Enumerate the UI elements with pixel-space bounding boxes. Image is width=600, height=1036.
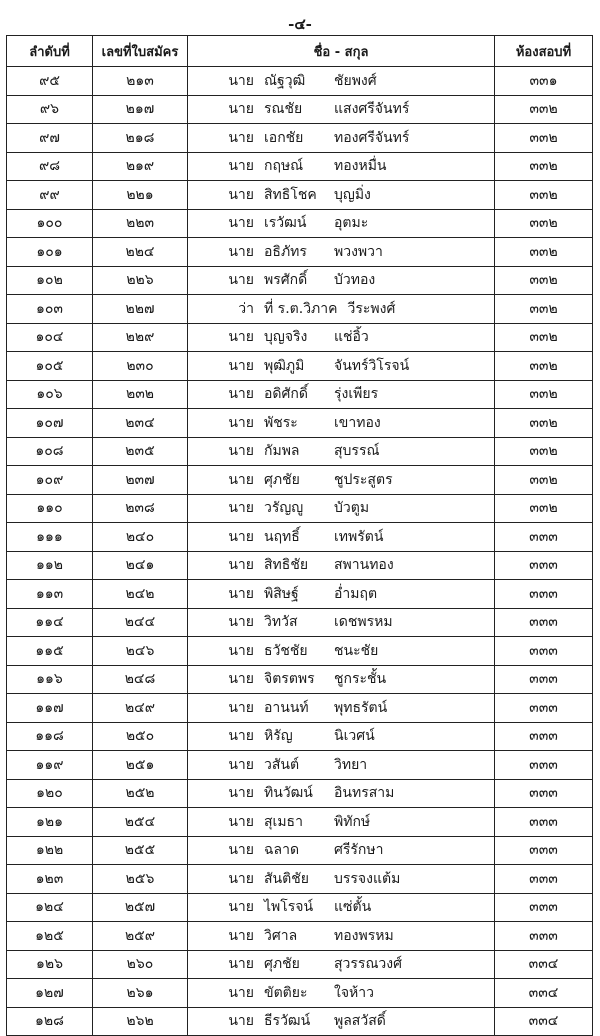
- table-row: [7, 865, 593, 894]
- name-title: นาย: [228, 1013, 254, 1030]
- cell-application-number: ๒๓๗: [93, 466, 188, 495]
- cell-full-name: [188, 523, 495, 552]
- cell-application-number: ๒๕๔: [93, 808, 188, 837]
- cell-seq: ๙๙: [7, 181, 93, 210]
- last-name: รุ่งเพียร: [334, 386, 379, 403]
- table-row: [7, 409, 593, 438]
- table-row: [7, 437, 593, 466]
- cell-full-name: [188, 67, 495, 96]
- name-title: นาย: [228, 272, 254, 289]
- cell-application-number: ๒๑๙: [93, 152, 188, 181]
- cell-seq: ๑๐๑: [7, 238, 93, 267]
- first-name: อานนท์: [264, 699, 309, 716]
- cell-application-number: ๒๒๓: [93, 209, 188, 238]
- cell-exam-room: ๓๓๒: [495, 152, 593, 181]
- cell-exam-room: ๓๓๒: [495, 380, 593, 409]
- cell-seq: ๑๑๐: [7, 494, 93, 523]
- cell-application-number: ๒๒๖: [93, 266, 188, 295]
- cell-exam-room: ๓๓๔: [495, 1007, 593, 1036]
- first-name: พัชระ: [264, 414, 298, 431]
- last-name: ชัยพงศ์: [334, 72, 377, 89]
- cell-full-name: [188, 950, 495, 979]
- first-name: สันติชัย: [264, 870, 309, 887]
- name-title: นาย: [228, 528, 254, 545]
- cell-application-number: ๒๕๒: [93, 779, 188, 808]
- first-name: วรัญญู: [264, 500, 304, 517]
- name-title: นาย: [228, 899, 254, 916]
- first-name: ทินวัฒน์: [264, 785, 313, 802]
- cell-full-name: [188, 494, 495, 523]
- last-name: จันทร์วิโรจน์: [334, 357, 410, 374]
- cell-application-number: ๒๕๕: [93, 836, 188, 865]
- first-name: พรศักดิ์: [264, 272, 308, 289]
- cell-full-name: [188, 893, 495, 922]
- cell-application-number: ๒๒๗: [93, 295, 188, 324]
- name-title: นาย: [228, 557, 254, 574]
- cell-application-number: ๒๓๘: [93, 494, 188, 523]
- cell-exam-room: ๓๓๒: [495, 494, 593, 523]
- table-row: [7, 523, 593, 552]
- cell-exam-room: ๓๓๒: [495, 238, 593, 267]
- page-number: -๔-: [288, 15, 312, 33]
- cell-full-name: [188, 181, 495, 210]
- last-name: แสงศรีจันทร์: [334, 101, 410, 118]
- cell-full-name: [188, 124, 495, 153]
- cell-seq: ๑๒๘: [7, 1007, 93, 1036]
- last-name: อ่ำมฤต: [334, 585, 378, 602]
- cell-exam-room: ๓๓๓: [495, 551, 593, 580]
- last-name: ทองศรีจันทร์: [334, 129, 410, 146]
- name-title: นาย: [228, 842, 254, 859]
- name-title: นาย: [228, 414, 254, 431]
- table-row: [7, 181, 593, 210]
- last-name: แช่อิ้ว: [334, 329, 369, 346]
- cell-exam-room: ๓๓๑: [495, 67, 593, 96]
- header-seq: ลำดับที่: [7, 36, 93, 67]
- cell-seq: ๑๐๐: [7, 209, 93, 238]
- cell-exam-room: ๓๓๒: [495, 295, 593, 324]
- cell-exam-room: ๓๓๓: [495, 751, 593, 780]
- cell-application-number: ๒๓๔: [93, 409, 188, 438]
- cell-full-name: [188, 551, 495, 580]
- cell-full-name: [188, 352, 495, 381]
- cell-application-number: ๒๕๖: [93, 865, 188, 894]
- last-name: วิทยา: [334, 756, 368, 773]
- first-name: ธวัชชัย: [264, 642, 308, 659]
- cell-exam-room: ๓๓๒: [495, 209, 593, 238]
- name-title: นาย: [228, 927, 254, 944]
- cell-application-number: ๒๖๑: [93, 979, 188, 1008]
- cell-full-name: [188, 979, 495, 1008]
- cell-exam-room: ๓๓๓: [495, 523, 593, 552]
- cell-seq: ๑๒๖: [7, 950, 93, 979]
- first-name: พุฒิภูมิ: [264, 357, 305, 374]
- cell-exam-room: ๓๓๒: [495, 124, 593, 153]
- table-row: [7, 352, 593, 381]
- table-row: [7, 1007, 593, 1036]
- cell-seq: ๑๐๓: [7, 295, 93, 324]
- cell-application-number: ๒๒๑: [93, 181, 188, 210]
- cell-seq: ๑๒๗: [7, 979, 93, 1008]
- name-title: นาย: [228, 471, 254, 488]
- cell-exam-room: ๓๓๓: [495, 865, 593, 894]
- table-row: [7, 380, 593, 409]
- cell-full-name: [188, 95, 495, 124]
- table-row: [7, 665, 593, 694]
- name-title: นาย: [228, 671, 254, 688]
- name-title: นาย: [228, 329, 254, 346]
- first-name: จิตรตพร: [264, 671, 315, 688]
- first-name: เอกชัย: [264, 129, 304, 146]
- cell-seq: ๑๑๑: [7, 523, 93, 552]
- table-row: [7, 494, 593, 523]
- table-row: [7, 722, 593, 751]
- last-name: พุทธรัตน์: [334, 699, 388, 716]
- table-row: [7, 295, 593, 324]
- cell-application-number: ๒๖๐: [93, 950, 188, 979]
- cell-full-name: [188, 380, 495, 409]
- last-name: สุบรรณ์: [334, 443, 380, 460]
- cell-application-number: ๒๓๐: [93, 352, 188, 381]
- table-body: [7, 67, 593, 1036]
- name-title: นาย: [228, 386, 254, 403]
- name-title: นาย: [228, 956, 254, 973]
- cell-seq: ๑๐๗: [7, 409, 93, 438]
- cell-seq: ๑๐๙: [7, 466, 93, 495]
- cell-exam-room: ๓๓๓: [495, 637, 593, 666]
- table-row: [7, 950, 593, 979]
- name-title: นาย: [228, 243, 254, 260]
- last-name: อุตมะ: [334, 215, 369, 232]
- cell-application-number: ๒๔๔: [93, 608, 188, 637]
- last-name: ชูประสูตร: [334, 471, 393, 488]
- last-name: สพานทอง: [334, 557, 394, 574]
- cell-seq: ๑๐๕: [7, 352, 93, 381]
- last-name: เทพรัตน์: [334, 528, 384, 545]
- cell-full-name: [188, 437, 495, 466]
- table-row: [7, 694, 593, 723]
- cell-application-number: ๒๒๙: [93, 323, 188, 352]
- cell-seq: ๑๐๖: [7, 380, 93, 409]
- cell-application-number: ๒๕๑: [93, 751, 188, 780]
- cell-full-name: [188, 152, 495, 181]
- name-title: นาย: [228, 443, 254, 460]
- name-title: นาย: [228, 642, 254, 659]
- table-row: [7, 808, 593, 837]
- name-title: นาย: [228, 215, 254, 232]
- cell-seq: ๑๑๗: [7, 694, 93, 723]
- table-row: [7, 580, 593, 609]
- name-title: นาย: [228, 699, 254, 716]
- cell-application-number: ๒๔๑: [93, 551, 188, 580]
- cell-seq: ๑๐๘: [7, 437, 93, 466]
- cell-full-name: [188, 751, 495, 780]
- cell-application-number: ๒๓๕: [93, 437, 188, 466]
- first-name: หิรัญ: [264, 728, 293, 745]
- name-title: นาย: [228, 785, 254, 802]
- cell-application-number: ๒๒๔: [93, 238, 188, 267]
- cell-full-name: [188, 608, 495, 637]
- cell-application-number: ๒๕๐: [93, 722, 188, 751]
- first-name: กัมพล: [264, 443, 300, 460]
- cell-exam-room: ๓๓๒: [495, 323, 593, 352]
- last-name: ใจห้าว: [334, 984, 374, 1001]
- cell-full-name: [188, 694, 495, 723]
- cell-seq: ๑๒๕: [7, 922, 93, 951]
- last-name: อินทรสาม: [334, 785, 395, 802]
- cell-exam-room: ๓๓๓: [495, 694, 593, 723]
- name-title: นาย: [228, 728, 254, 745]
- cell-full-name: [188, 865, 495, 894]
- cell-application-number: ๒๔๘: [93, 665, 188, 694]
- first-name: วิศาล: [264, 927, 298, 944]
- cell-full-name: [188, 808, 495, 837]
- name-title: นาย: [228, 756, 254, 773]
- last-name: แซ่ตั้น: [334, 899, 372, 916]
- first-name: อดิศักดิ์: [264, 386, 308, 403]
- table-row: [7, 751, 593, 780]
- last-name: ทองพรหม: [334, 927, 394, 944]
- cell-seq: ๙๘: [7, 152, 93, 181]
- table-row: [7, 95, 593, 124]
- cell-seq: ๑๒๑: [7, 808, 93, 837]
- cell-seq: ๑๑๖: [7, 665, 93, 694]
- first-name: อธิภัทร: [264, 243, 307, 260]
- table-row: [7, 979, 593, 1008]
- cell-exam-room: ๓๓๒: [495, 266, 593, 295]
- cell-exam-room: ๓๓๓: [495, 779, 593, 808]
- cell-exam-room: ๓๓๓: [495, 922, 593, 951]
- cell-seq: ๑๐๔: [7, 323, 93, 352]
- last-name: วีระพงศ์: [347, 300, 396, 317]
- cell-seq: ๑๒๓: [7, 865, 93, 894]
- table-row: [7, 152, 593, 181]
- candidate-table: [6, 35, 593, 1036]
- cell-full-name: [188, 466, 495, 495]
- table-row: [7, 466, 593, 495]
- cell-full-name: [188, 266, 495, 295]
- cell-exam-room: ๓๓๓: [495, 665, 593, 694]
- last-name: นิเวศน์: [334, 728, 375, 745]
- first-name: รณชัย: [264, 101, 303, 118]
- cell-full-name: [188, 238, 495, 267]
- cell-exam-room: ๓๓๒: [495, 352, 593, 381]
- last-name: เดชพรหม: [334, 614, 393, 631]
- name-title: นาย: [228, 72, 254, 89]
- first-name: ฉลาด: [264, 842, 300, 859]
- last-name: พวงพวา: [334, 243, 383, 260]
- cell-application-number: ๒๔๒: [93, 580, 188, 609]
- cell-exam-room: ๓๓๔: [495, 950, 593, 979]
- name-title: นาย: [228, 357, 254, 374]
- cell-seq: ๑๒๒: [7, 836, 93, 865]
- cell-seq: ๑๑๒: [7, 551, 93, 580]
- cell-exam-room: ๓๓๒: [495, 466, 593, 495]
- first-name: ที่ ร.ต.วิภาค: [264, 300, 338, 317]
- cell-exam-room: ๓๓๓: [495, 836, 593, 865]
- cell-exam-room: ๓๓๓: [495, 608, 593, 637]
- cell-exam-room: ๓๓๔: [495, 979, 593, 1008]
- cell-application-number: ๒๔๙: [93, 694, 188, 723]
- cell-full-name: [188, 295, 495, 324]
- first-name: สิทธิชัย: [264, 557, 309, 574]
- cell-full-name: [188, 779, 495, 808]
- last-name: สุวรรณวงศ์: [334, 956, 403, 973]
- table-header-row: [7, 36, 593, 67]
- cell-full-name: [188, 665, 495, 694]
- name-title: นาย: [228, 614, 254, 631]
- table-row: [7, 238, 593, 267]
- last-name: ชนะชัย: [334, 642, 379, 659]
- cell-exam-room: ๓๓๒: [495, 181, 593, 210]
- cell-seq: ๑๒๔: [7, 893, 93, 922]
- header-full-name: ชื่อ - สกุล: [188, 36, 495, 67]
- first-name: บุญจริง: [264, 329, 308, 346]
- first-name: ขัตติยะ: [264, 984, 308, 1001]
- cell-full-name: [188, 836, 495, 865]
- table-row: [7, 608, 593, 637]
- cell-full-name: [188, 922, 495, 951]
- cell-exam-room: ๓๓๓: [495, 580, 593, 609]
- cell-application-number: ๒๑๘: [93, 124, 188, 153]
- table-row: [7, 67, 593, 96]
- first-name: ไพโรจน์: [264, 899, 314, 916]
- first-name: ศุภชัย: [264, 471, 300, 488]
- name-title: นาย: [228, 813, 254, 830]
- table-row: [7, 922, 593, 951]
- first-name: วิทวัส: [264, 614, 298, 631]
- first-name: ศุภชัย: [264, 956, 300, 973]
- name-title: นาย: [228, 984, 254, 1001]
- cell-seq: ๙๕: [7, 67, 93, 96]
- cell-application-number: ๒๕๗: [93, 893, 188, 922]
- last-name: บัวทอง: [334, 272, 376, 289]
- first-name: สุเมธา: [264, 813, 303, 830]
- cell-exam-room: ๓๓๓: [495, 722, 593, 751]
- table-row: [7, 836, 593, 865]
- last-name: ทองหมื่น: [334, 158, 387, 175]
- table-row: [7, 124, 593, 153]
- cell-application-number: ๒๖๒: [93, 1007, 188, 1036]
- cell-exam-room: ๓๓๓: [495, 808, 593, 837]
- table-row: [7, 266, 593, 295]
- name-title: นาย: [228, 870, 254, 887]
- last-name: พิทักษ์: [334, 813, 371, 830]
- table-row: [7, 323, 593, 352]
- cell-seq: ๙๖: [7, 95, 93, 124]
- first-name: ธีรวัฒน์: [264, 1013, 311, 1030]
- cell-exam-room: ๓๓๓: [495, 893, 593, 922]
- cell-seq: ๑๑๙: [7, 751, 93, 780]
- first-name: นฤทธิ์: [264, 528, 300, 545]
- cell-application-number: ๒๑๗: [93, 95, 188, 124]
- cell-full-name: [188, 580, 495, 609]
- last-name: ชูกระชั้น: [334, 671, 387, 688]
- header-exam-room: ห้องสอบที่: [495, 36, 593, 67]
- last-name: เขาทอง: [334, 414, 381, 431]
- last-name: บุญมิ่ง: [334, 186, 371, 203]
- cell-seq: ๑๑๔: [7, 608, 93, 637]
- name-title: นาย: [228, 101, 254, 118]
- cell-application-number: ๒๕๙: [93, 922, 188, 951]
- name-title: นาย: [228, 158, 254, 175]
- first-name: ณัฐวุฒิ: [264, 72, 306, 89]
- cell-exam-room: ๓๓๒: [495, 437, 593, 466]
- table-row: [7, 209, 593, 238]
- table-row: [7, 779, 593, 808]
- cell-application-number: ๒๔๐: [93, 523, 188, 552]
- table-row: [7, 893, 593, 922]
- cell-seq: ๑๑๕: [7, 637, 93, 666]
- first-name: กฤษณ์: [264, 158, 304, 175]
- first-name: พิสิษฐ์: [264, 585, 299, 602]
- cell-exam-room: ๓๓๒: [495, 95, 593, 124]
- cell-full-name: [188, 323, 495, 352]
- cell-exam-room: ๓๓๒: [495, 409, 593, 438]
- first-name: สิทธิโชค: [264, 186, 317, 203]
- name-title: นาย: [228, 500, 254, 517]
- cell-seq: ๑๐๒: [7, 266, 93, 295]
- table-row: [7, 551, 593, 580]
- name-title: ว่า: [238, 300, 254, 317]
- cell-application-number: ๒๓๒: [93, 380, 188, 409]
- name-title: นาย: [228, 129, 254, 146]
- last-name: พูลสวัสดิ์: [334, 1013, 386, 1030]
- name-title: นาย: [228, 186, 254, 203]
- cell-application-number: ๒๑๓: [93, 67, 188, 96]
- cell-full-name: [188, 637, 495, 666]
- last-name: บัวตูม: [334, 500, 370, 517]
- last-name: บรรจงแต้ม: [334, 870, 401, 887]
- first-name: วสันต์: [264, 756, 300, 773]
- first-name: เรวัฒน์: [264, 215, 307, 232]
- cell-seq: ๙๗: [7, 124, 93, 153]
- header-application-number: เลขที่ใบสมัคร: [93, 36, 188, 67]
- cell-application-number: ๒๔๖: [93, 637, 188, 666]
- cell-full-name: [188, 1007, 495, 1036]
- cell-full-name: [188, 409, 495, 438]
- name-title: นาย: [228, 585, 254, 602]
- cell-seq: ๑๑๓: [7, 580, 93, 609]
- table-row: [7, 637, 593, 666]
- cell-full-name: [188, 209, 495, 238]
- cell-full-name: [188, 722, 495, 751]
- cell-seq: ๑๑๘: [7, 722, 93, 751]
- cell-seq: ๑๒๐: [7, 779, 93, 808]
- last-name: ศรีรักษา: [334, 842, 384, 859]
